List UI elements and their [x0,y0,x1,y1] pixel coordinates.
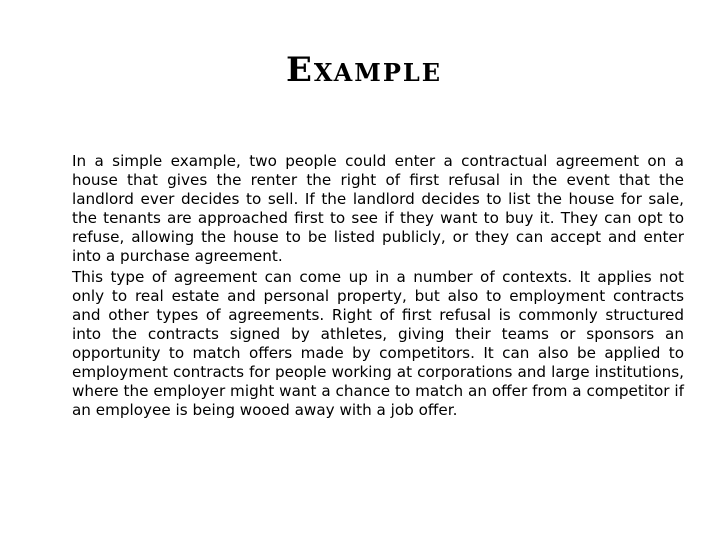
paragraph-contexts: This type of agreement can come up in a number of contexts. It applies not only to real estate and personal property, but also to employment contracts and other types of agreements. Right of first refusal is commonly structured into the contracts signed by athletes, giving their teams or sponsors an opportunity to match offers made by competitors. It can also be applied to employment contracts for people working at corporations and large institutions, where the employer might want a chance to match an offer from a competitor if an employee is being wooed away with a job offer. [72,268,684,419]
slide-title: Example [285,50,443,90]
paragraph-simple-example: In a simple example, two people could enter a contractual agreement on a house that gives the renter the right of first refusal in the event that the landlord ever decides to sell. If the landlord decides to list the house for sale, the tenants are approached first to see if they want to buy it. They can opt to refuse, allowing the house to be listed publicly, or they can accept and enter into a purchase agreement. [72,152,684,265]
slide-body [72,152,684,423]
